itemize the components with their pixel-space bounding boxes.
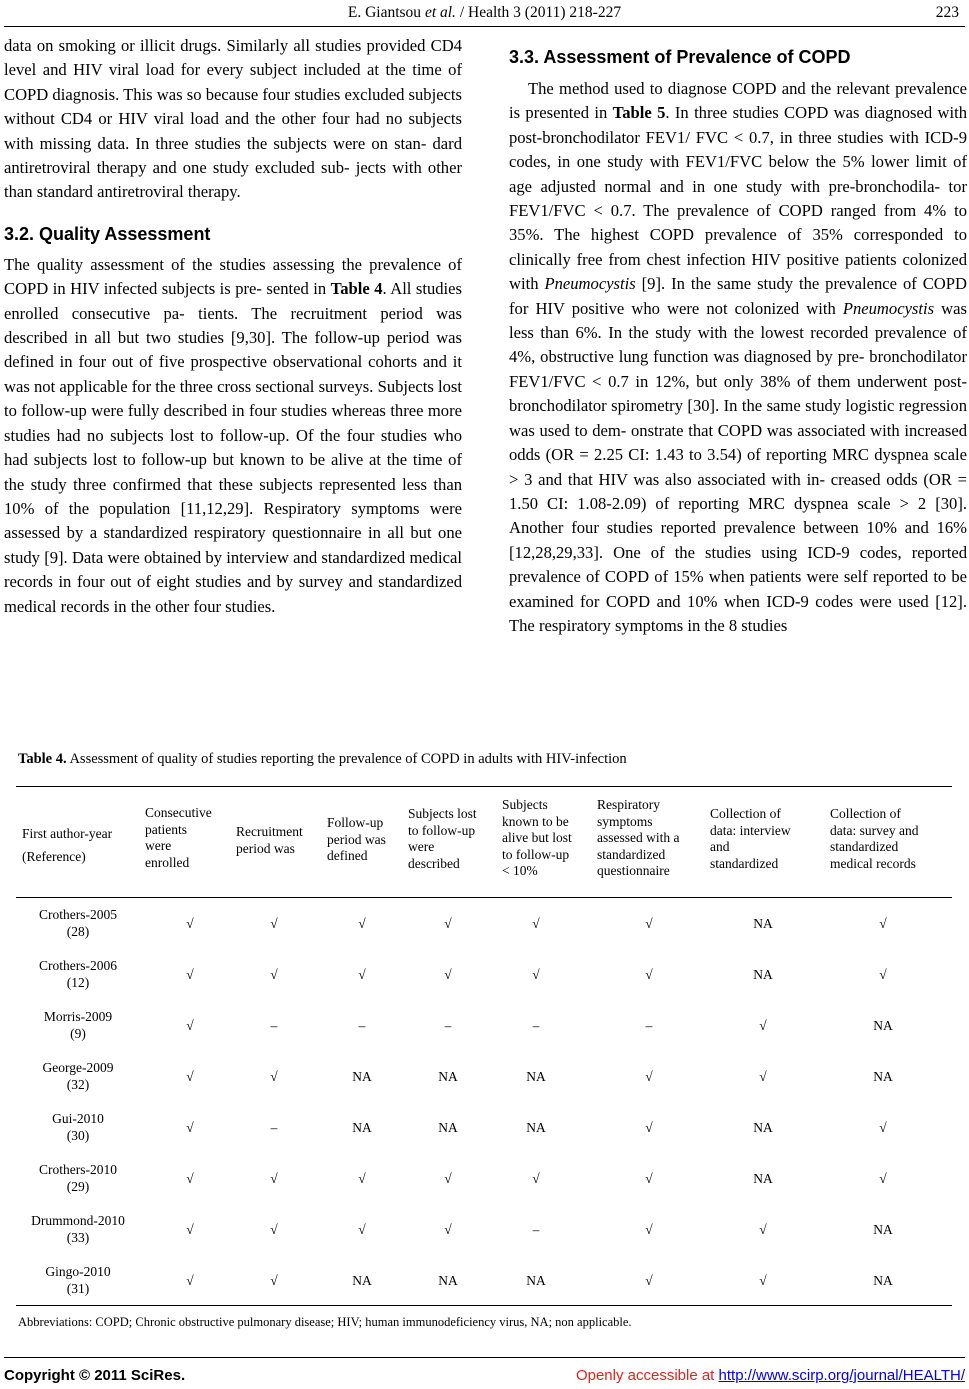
table-cell-interview: NA [753, 915, 773, 931]
table-cell-respiratory: – [645, 1017, 653, 1033]
table-cell-consecutive: √ [186, 915, 194, 931]
section-heading-quality-assessment: 3.2. Quality Assessment [4, 223, 211, 244]
table-header-consecutive: Consecutive patients were enrolled [145, 805, 212, 870]
table-cell-author: Crothers-2005 (28) [39, 907, 117, 939]
table-cell-interview: √ [759, 1017, 767, 1033]
table-5-reference: Table 5 [612, 103, 666, 123]
table-cell-followup-defined: – [358, 1017, 366, 1033]
table-row [16, 1155, 952, 1201]
table-cell-followup-defined: NA [352, 1272, 372, 1288]
quality-assessment-paragraph: The quality assessment of the studies assessing the prevalence of COPD in HIV infected subjects is pre- sented in Table 4. All studies enrolled consecutive pa- tients. The recruitment period was described in all but two studies [9,30]. The follow-up period was defined in four out of five prospective observational cohorts and it was not applicable for the three cross sectional surveys. Subjects lost to follow-up were fully described in four studies whereas three more studies had no subjects lost to follow-up. Of the four studies who had subjects lost to follow-up but known to be alive at the time of the study three confirmed that these subjects represented less than 10% of the population [11,12,29]. Respiratory symptoms were assessed by a standardized respiratory questionnaire in all but one study [9]. Data were obtained by interview and standardized medical records in four out of eight studies and by survey and standardized medical records in the other four studies. [4, 254, 462, 616]
table-cell-survey: √ [879, 915, 887, 931]
header-rule [4, 26, 965, 27]
table-4-reference: Table 4 [330, 279, 383, 299]
table-cell-followup-defined: √ [358, 966, 366, 982]
table-cell-author: Gingo-2010 (31) [45, 1264, 111, 1296]
table-cell-recruitment: √ [270, 1272, 278, 1288]
table-cell-author: Gui-2010 (30) [52, 1111, 104, 1143]
copyright-notice: Copyright © 2011 SciRes. [4, 1367, 186, 1384]
table-cell-lost-described: NA [438, 1068, 458, 1084]
table-cell-lost-described: – [444, 1017, 452, 1033]
table-bottom-rule [16, 1305, 952, 1306]
table-cell-followup-defined: √ [358, 1170, 366, 1186]
journal-link[interactable]: http://www.scirp.org/journal/HEALTH/ [718, 1367, 965, 1384]
table-cell-followup-defined: NA [352, 1119, 372, 1135]
table-cell-alive-lost: – [532, 1017, 540, 1033]
table-cell-lost-described: NA [438, 1119, 458, 1135]
table-cell-respiratory: √ [645, 1170, 653, 1186]
table-cell-survey: √ [879, 1119, 887, 1135]
table-cell-interview: NA [753, 1170, 773, 1186]
table-cell-recruitment: √ [270, 966, 278, 982]
table-row [16, 1002, 952, 1048]
intro-paragraph: data on smoking or illicit drugs. Similarly all studies provided CD4 level and HIV viral load for every subject included at the time of COPD diagnosis. This was so because four studies excluded subjects without CD4 or HIV viral load and the other four had no subjects with missing data. In three studies the subjects were on stan- dard antiretroviral therapy and one study excluded sub- jects with other than standard antiretroviral therapy. [4, 36, 462, 202]
table-header-recruitment: Recruitment period was [236, 824, 303, 856]
table-cell-consecutive: √ [186, 966, 194, 982]
table-cell-lost-described: √ [444, 966, 452, 982]
table-cell-respiratory: √ [645, 1068, 653, 1084]
table-header-rule [16, 897, 952, 898]
table-cell-survey: NA [873, 1068, 893, 1084]
table-cell-alive-lost: √ [532, 915, 540, 931]
table-header-survey: Collection of data: survey and standardized medical records [830, 806, 919, 871]
prevalence-paragraph: The method used to diagnose COPD and the relevant prevalence is presented in Table 5. In three studies COPD was diagnosed with post-bronchodilator FEV1/ FVC < 0.7, in three studies with ICD-9 codes, in one study with FEV1/FVC below the 5% lower limit of age adjusted normal and in one study with pre-bronchodila- tor FEV1/FVC < 0.7. The prevalence of COPD ranged from 4% to 35%. The highest COPD prevalence of 35% corresponded to clinically free from chest infection HIV positive patients colonized with Pneumocystis [9]. In the same study the prevalence of COPD for HIV positive who were not colonized with Pneumocystis was less than 6%. In the study with the lowest recorded prevalence of 4%, obstructive lung function was diagnosed by pre- bronchodilator FEV1/FVC < 0.7 in 12%, but only 38% of them underwent post-bronchodilator spirometry [30]. In the same study logistic regression was used to dem- onstrate that COPD was associated with increased odds (OR = 2.25 CI: 1.43 to 3.54) of reporting MRC dyspnea scale > 3 and that HIV was also associated with in- creased odds (OR = 1.50 CI: 1.08-2.09) of reporting MRC dyspnea scale > 2 [30]. Another four studies reported prevalence between 10% and 16% [12,28,29,33]. One of the studies using ICD-9 codes, reported prevalence of COPD of 15% when patients were self reported to be examined for COPD and 10% when ICD-9 codes were used [12]. The respiratory symptoms in the 8 studies [509, 79, 967, 635]
table-header-author: First author-year (Reference) [22, 826, 113, 864]
table-row [16, 951, 952, 997]
page-number: 223 [935, 4, 959, 21]
table-cell-alive-lost: √ [532, 966, 540, 982]
table-cell-alive-lost: NA [526, 1272, 546, 1288]
table-cell-consecutive: √ [186, 1272, 194, 1288]
table-header-respiratory: Respiratory symptoms assessed with a standardized questionnaire [597, 797, 680, 878]
open-access-notice: Openly accessible at http://www.scirp.org/journal/HEALTH/ [575, 1367, 965, 1384]
table-cell-interview: NA [753, 1119, 773, 1135]
footer-rule [4, 1357, 965, 1358]
table-header-followup-defined: Follow-up period was defined [327, 815, 386, 863]
table-cell-consecutive: √ [186, 1170, 194, 1186]
table-cell-alive-lost: NA [526, 1119, 546, 1135]
table-row [16, 900, 952, 946]
table-cell-survey: NA [873, 1017, 893, 1033]
table-cell-interview: √ [759, 1068, 767, 1084]
table-cell-consecutive: √ [186, 1017, 194, 1033]
table-cell-followup-defined: √ [358, 1221, 366, 1237]
table-cell-survey: √ [879, 966, 887, 982]
table-cell-consecutive: √ [186, 1068, 194, 1084]
right-column [509, 34, 967, 638]
table-cell-survey: NA [873, 1221, 893, 1237]
table-cell-followup-defined: √ [358, 915, 366, 931]
table-cell-lost-described: √ [444, 1170, 452, 1186]
table-cell-recruitment: √ [270, 1068, 278, 1084]
table-cell-alive-lost: √ [532, 1170, 540, 1186]
table-cell-author: George-2009 (32) [42, 1060, 114, 1092]
table-header-interview: Collection of data: interview and standardized [710, 806, 791, 871]
table-caption: Table 4. Assessment of quality of studies reporting the prevalence of COPD in adults with HIV-infection [18, 751, 627, 767]
table-cell-lost-described: NA [438, 1272, 458, 1288]
table-cell-interview: √ [759, 1221, 767, 1237]
section-heading-prevalence: 3.3. Assessment of Prevalence of COPD [509, 47, 851, 67]
table-row [16, 1104, 952, 1150]
table-row [16, 1257, 952, 1303]
table-cell-respiratory: √ [645, 966, 653, 982]
table-cell-recruitment: – [270, 1119, 278, 1135]
table-cell-interview: NA [753, 966, 773, 982]
table-cell-recruitment: √ [270, 915, 278, 931]
table-cell-author: Crothers-2006 (12) [39, 958, 117, 990]
table-cell-respiratory: √ [645, 915, 653, 931]
table-header-lost-described: Subjects lost to follow-up were described [408, 806, 477, 871]
running-head-citation: E. Giantsou et al. / Health 3 (2011) 218-227 [347, 4, 622, 21]
table-cell-survey: NA [873, 1272, 893, 1288]
table-cell-author: Morris-2009 (9) [43, 1009, 113, 1041]
table-cell-respiratory: √ [645, 1221, 653, 1237]
table-cell-consecutive: √ [186, 1221, 194, 1237]
table-cell-recruitment: √ [270, 1221, 278, 1237]
table-cell-followup-defined: NA [352, 1068, 372, 1084]
table-cell-interview: √ [759, 1272, 767, 1288]
table-cell-respiratory: √ [645, 1272, 653, 1288]
table-cell-alive-lost: NA [526, 1068, 546, 1084]
left-column [4, 34, 462, 619]
table-header-alive-lost: Subjects known to be alive but lost to follow-up < 10% [502, 797, 572, 878]
table-cell-respiratory: √ [645, 1119, 653, 1135]
table-cell-lost-described: √ [444, 915, 452, 931]
table-cell-author: Drummond-2010 (33) [31, 1213, 125, 1245]
table-top-rule [16, 786, 952, 787]
table-cell-recruitment: – [270, 1017, 278, 1033]
table-row [16, 1206, 952, 1252]
table-cell-alive-lost: – [532, 1221, 540, 1237]
table-row [16, 1053, 952, 1099]
table-cell-author: Crothers-2010 (29) [39, 1162, 117, 1194]
table-cell-survey: √ [879, 1170, 887, 1186]
table-abbreviations: Abbreviations: COPD; Chronic obstructive pulmonary disease; HIV; human immunodeficiency virus, NA; non applicable. [18, 1315, 632, 1329]
table-cell-consecutive: √ [186, 1119, 194, 1135]
table-cell-lost-described: √ [444, 1221, 452, 1237]
table-cell-recruitment: √ [270, 1170, 278, 1186]
